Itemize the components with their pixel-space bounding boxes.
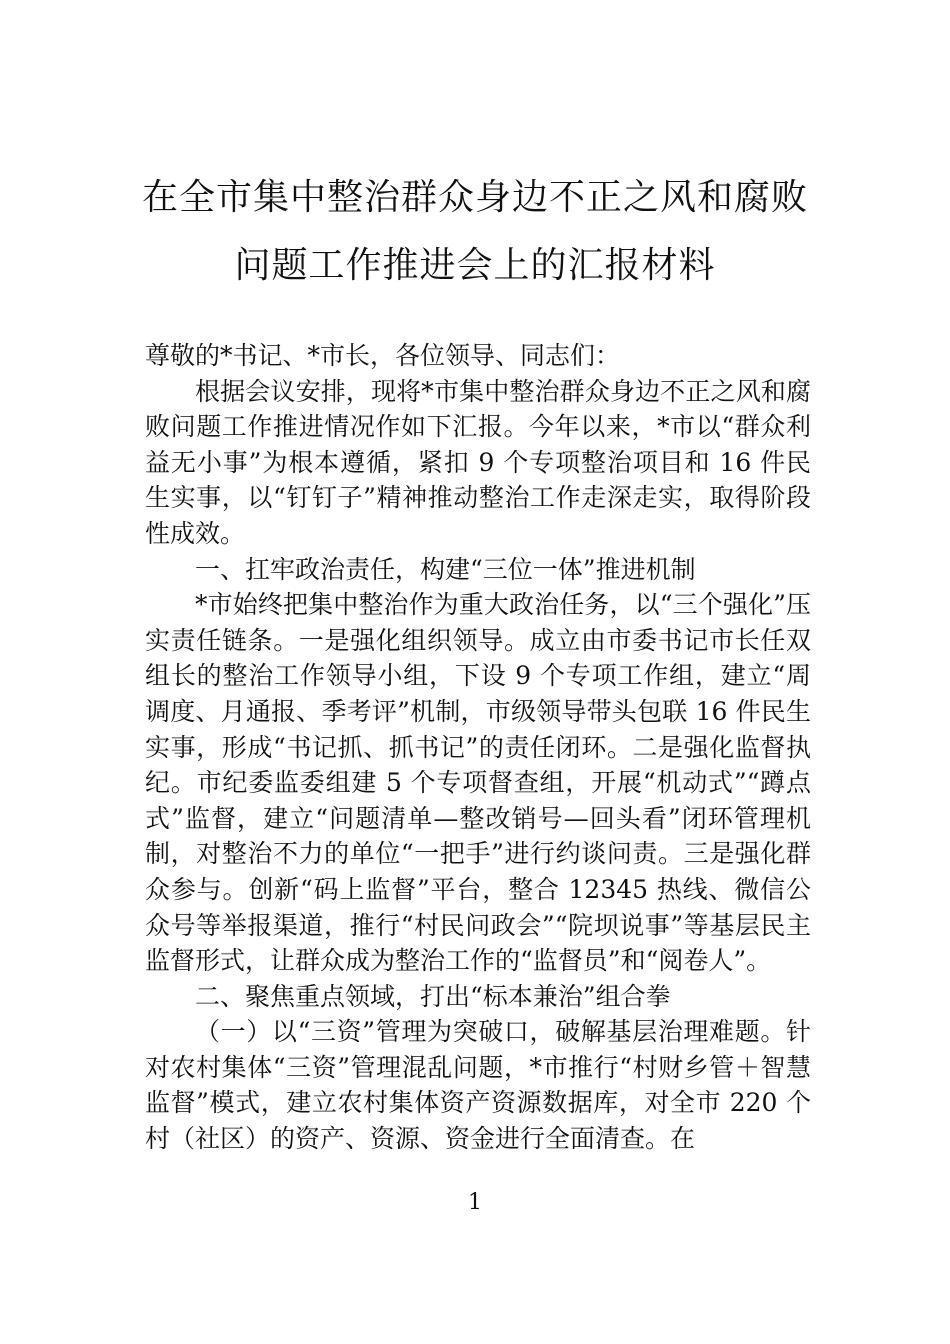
section-heading-2: 二、聚焦重点领域，打出“标本兼治”组合拳: [195, 981, 671, 1011]
page-number: 1: [468, 1190, 482, 1215]
paragraph-intro: 根据会议安排，现将*市集中整治群众身边不正之风和腐败问题工作推进情况作如下汇报。今年以来，*市以“群众利益无小事”为根本遵循，紧扣 9 个专项整治项目和 16 件民生实事，以“钉钉子”精神推动整治工作走深走实，取得阶段性成效。: [145, 376, 811, 548]
paragraph-section-1: *市始终把集中整治作为重大政治任务，以“三个强化”压实责任链条。一是强化组织领导。成立由市委书记市长任双组长的整治工作领导小组，下设 9 个专项工作组，建立“周调度、月通报、季考评”机制，市级领导带头包联 16 件民生实事，形成“书记抓、抓书记”的责任闭环。二是强化监督执纪。市纪委监委组建 5 个专项督查组，开展“机动式”“蹲点式”监督，建立“问题清单—整改销号—回头看”闭环管理机制，对整治不力的单位“一把手”进行约谈问责。三是强化群众参与。创新“码上监督”平台，整合 12345 热线、微信公众号等举报渠道，推行“村民问政会”“院坝说事”等基层民主监督形式，让群众成为整治工作的“监督员”和“阅卷人”。: [145, 590, 811, 976]
document-title-line-1: 在全市集中整治群众身边不正之风和腐败: [141, 177, 808, 218]
section-heading-1: 一、扛牢政治责任，构建“三位一体”推进机制: [195, 554, 696, 584]
document-body: [145, 338, 811, 1157]
salutation: 尊敬的*书记、*市长，各位领导、同志们：: [145, 341, 621, 370]
document-title-line-2: 问题工作推进会上的汇报材料: [234, 245, 716, 286]
paragraph-section-2-1: （一）以“三资”管理为突破口，破解基层治理难题。针对农村集体“三资”管理混乱问题，*市推行“村财乡管＋智慧监督”模式，建立农村集体资产资源数据库，对全市 220 个村（社区）的资产、资源、资金进行全面清查。在: [145, 1017, 811, 1154]
